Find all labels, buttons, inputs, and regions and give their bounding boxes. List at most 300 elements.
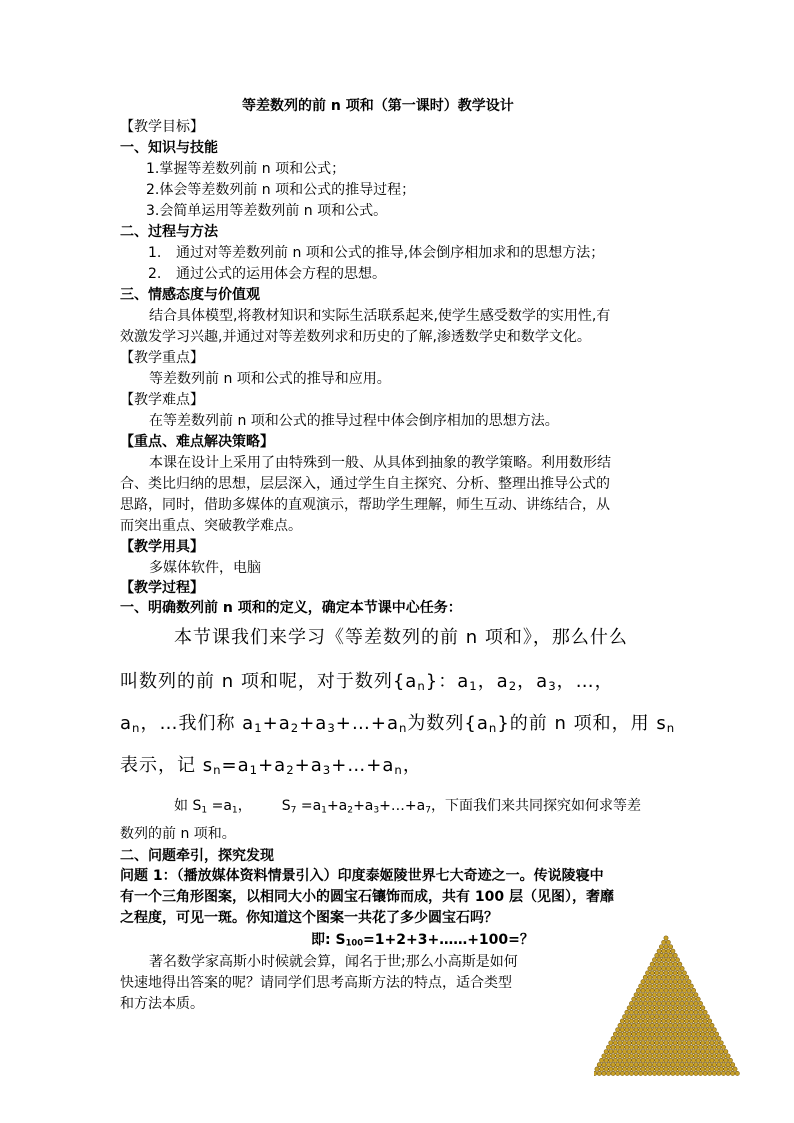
gem — [622, 1023, 626, 1027]
gem — [655, 1050, 659, 1054]
gem — [639, 993, 643, 997]
gem — [731, 1063, 735, 1067]
gem — [664, 1023, 668, 1027]
gem — [620, 1071, 624, 1075]
gem — [648, 975, 652, 979]
gem — [710, 1067, 714, 1071]
gem-triangle-figure — [594, 934, 744, 1094]
knowledge-heading: 一、知识与技能 — [120, 140, 218, 156]
gem — [643, 1054, 647, 1058]
gem — [721, 1045, 725, 1049]
gem — [689, 1063, 693, 1067]
gem — [611, 1036, 615, 1040]
gem — [703, 1019, 707, 1023]
gem — [712, 1036, 716, 1040]
gem — [694, 1010, 698, 1014]
gem — [691, 1041, 695, 1045]
gem — [680, 1010, 684, 1014]
gem — [668, 1006, 672, 1010]
gem — [719, 1041, 723, 1045]
gem — [636, 1015, 640, 1019]
gem — [648, 966, 652, 970]
gem — [625, 1063, 629, 1067]
gem — [645, 1058, 649, 1062]
gem — [666, 1071, 670, 1075]
gem — [652, 1019, 656, 1023]
gem — [664, 1006, 668, 1010]
gem — [662, 940, 666, 944]
gem — [652, 958, 656, 962]
gem — [655, 997, 659, 1001]
gem — [636, 1032, 640, 1036]
gem — [609, 1050, 613, 1054]
gem — [666, 1028, 670, 1032]
gem — [652, 1028, 656, 1032]
gem — [666, 984, 670, 988]
gem — [673, 1050, 677, 1054]
sum-formula: 即: $S_{100}=1+2+3+\dots\dots+100=$？ — [311, 932, 534, 948]
gem — [657, 993, 661, 997]
gem — [650, 971, 654, 975]
gem — [728, 1058, 732, 1062]
gem — [666, 958, 670, 962]
gem — [657, 1001, 661, 1005]
gem — [650, 997, 654, 1001]
gem — [648, 993, 652, 997]
gem — [666, 1036, 670, 1040]
gem — [657, 958, 661, 962]
gem — [629, 1028, 633, 1032]
process-main-heading: 【教学过程】 — [120, 580, 204, 596]
gem — [701, 1015, 705, 1019]
gem — [664, 953, 668, 957]
gem — [671, 958, 675, 962]
gem — [662, 1036, 666, 1040]
gem — [698, 1071, 702, 1075]
gem — [652, 966, 656, 970]
gem — [662, 1028, 666, 1032]
gem — [616, 1036, 620, 1040]
gem — [691, 1015, 695, 1019]
gem — [650, 988, 654, 992]
gem — [694, 1028, 698, 1032]
gem — [689, 1019, 693, 1023]
gem — [639, 1001, 643, 1005]
gem — [666, 1054, 670, 1058]
gem — [673, 997, 677, 1001]
gem — [714, 1067, 718, 1071]
gem — [620, 1063, 624, 1067]
gem — [645, 1050, 649, 1054]
gem — [680, 1045, 684, 1049]
gem — [643, 1010, 647, 1014]
gem — [659, 1032, 663, 1036]
gem — [689, 1036, 693, 1040]
gem — [710, 1058, 714, 1062]
gem — [609, 1058, 613, 1062]
key-text: 等差数列前 n 项和公式的推导和应用。 — [149, 371, 391, 387]
gem — [616, 1071, 620, 1075]
gem — [666, 1019, 670, 1023]
gem — [668, 1023, 672, 1027]
gem — [680, 1001, 684, 1005]
gem — [662, 949, 666, 953]
gem — [643, 1001, 647, 1005]
gem — [717, 1054, 721, 1058]
gem — [645, 1006, 649, 1010]
gem — [632, 1015, 636, 1019]
gem — [622, 1015, 626, 1019]
gem — [655, 1032, 659, 1036]
gem — [620, 1054, 624, 1058]
gem — [701, 1032, 705, 1036]
gem — [629, 1001, 633, 1005]
gem — [680, 993, 684, 997]
gem — [641, 997, 645, 1001]
gem — [705, 1041, 709, 1045]
gem — [620, 1028, 624, 1032]
gem — [664, 1015, 668, 1019]
gem — [685, 1028, 689, 1032]
gem — [618, 1041, 622, 1045]
gem — [680, 1028, 684, 1032]
gem — [719, 1067, 723, 1071]
gem — [733, 1067, 737, 1071]
gem — [629, 1019, 633, 1023]
gem — [705, 1015, 709, 1019]
gem — [668, 997, 672, 1001]
gem — [708, 1063, 712, 1067]
gem — [632, 1006, 636, 1010]
gem — [655, 1023, 659, 1027]
gem — [622, 1041, 626, 1045]
gem — [609, 1041, 613, 1045]
gem — [685, 1054, 689, 1058]
gem — [641, 1058, 645, 1062]
gem — [675, 1045, 679, 1049]
gem — [721, 1063, 725, 1067]
gem — [625, 1028, 629, 1032]
gem — [625, 1019, 629, 1023]
gem — [664, 936, 668, 940]
gem — [731, 1071, 735, 1075]
gem — [643, 1071, 647, 1075]
gem — [641, 988, 645, 992]
gem — [627, 1015, 631, 1019]
step1-line: 表示，记 $s_n=a_1+a_2+a_3+\dots+a_n$， — [120, 755, 422, 777]
gem — [625, 1010, 629, 1014]
gem — [639, 1028, 643, 1032]
key-heading: 【教学重点】 — [120, 350, 204, 366]
gem — [634, 1019, 638, 1023]
gem — [708, 1054, 712, 1058]
gem — [599, 1067, 603, 1071]
gem — [696, 1058, 700, 1062]
gem — [691, 1032, 695, 1036]
gem — [657, 1010, 661, 1014]
gem — [689, 1054, 693, 1058]
gem — [639, 1071, 643, 1075]
gem — [721, 1071, 725, 1075]
gem — [673, 980, 677, 984]
gem — [678, 997, 682, 1001]
gem — [682, 1006, 686, 1010]
gem — [687, 1041, 691, 1045]
gem — [666, 993, 670, 997]
gem — [726, 1054, 730, 1058]
gem — [675, 1054, 679, 1058]
gem — [662, 1063, 666, 1067]
gem — [648, 1001, 652, 1005]
gem — [687, 1032, 691, 1036]
gem — [659, 1006, 663, 1010]
gem — [611, 1045, 615, 1049]
gem — [701, 1023, 705, 1027]
gem — [687, 997, 691, 1001]
strategy-line: 思路，同时，借助多媒体的直观演示，帮助学生理解，师生互动、讲练结合，从 — [120, 497, 610, 513]
gem — [680, 1036, 684, 1040]
gem — [634, 1071, 638, 1075]
gem — [643, 993, 647, 997]
gem — [671, 993, 675, 997]
gem — [643, 1045, 647, 1049]
gem — [687, 1067, 691, 1071]
gem — [680, 966, 684, 970]
gem — [636, 1050, 640, 1054]
gem — [618, 1058, 622, 1062]
gem — [625, 1036, 629, 1040]
gem — [696, 1015, 700, 1019]
gem — [678, 980, 682, 984]
gem — [632, 1050, 636, 1054]
knowledge-item: 3.会简单运用等差数列前 n 项和公式。 — [146, 203, 388, 219]
strategy-line: 而突出重点、突破教学难点。 — [120, 518, 302, 534]
gem — [634, 1063, 638, 1067]
gem — [685, 984, 689, 988]
tools-heading: 【教学用具】 — [120, 539, 204, 555]
gem — [627, 1058, 631, 1062]
gem — [606, 1054, 610, 1058]
gem — [698, 1063, 702, 1067]
gem — [657, 1019, 661, 1023]
gem — [696, 1050, 700, 1054]
gem — [599, 1058, 603, 1062]
gem — [666, 949, 670, 953]
gem — [708, 1071, 712, 1075]
gem — [678, 1006, 682, 1010]
gem — [652, 993, 656, 997]
gem — [708, 1036, 712, 1040]
gem — [606, 1045, 610, 1049]
gem — [668, 962, 672, 966]
gem — [664, 1041, 668, 1045]
gem — [664, 971, 668, 975]
gem — [664, 980, 668, 984]
gem — [602, 1071, 606, 1075]
gem — [703, 1010, 707, 1014]
gem — [694, 1045, 698, 1049]
gem — [606, 1063, 610, 1067]
gem — [659, 971, 663, 975]
gem — [682, 971, 686, 975]
gem — [616, 1063, 620, 1067]
gem — [636, 988, 640, 992]
gem — [680, 975, 684, 979]
gem — [659, 1015, 663, 1019]
gem — [666, 1063, 670, 1067]
gem — [712, 1071, 716, 1075]
gem — [685, 975, 689, 979]
gem — [639, 1010, 643, 1014]
gem — [627, 1023, 631, 1027]
gem — [657, 984, 661, 988]
gem — [664, 997, 668, 1001]
gem — [636, 1041, 640, 1045]
gem — [648, 1019, 652, 1023]
gem — [680, 1071, 684, 1075]
gem — [710, 1032, 714, 1036]
gem — [708, 1028, 712, 1032]
gem — [691, 988, 695, 992]
tools-text: 多媒体软件，电脑 — [149, 560, 261, 576]
gem — [666, 1001, 670, 1005]
process-item-number: 1. — [148, 245, 162, 261]
gem — [673, 1006, 677, 1010]
gem — [652, 1054, 656, 1058]
gem — [604, 1067, 608, 1071]
gem — [717, 1071, 721, 1075]
gem — [705, 1032, 709, 1036]
gem — [594, 1071, 597, 1075]
gem — [705, 1067, 709, 1071]
gem — [634, 1028, 638, 1032]
gem — [675, 975, 679, 979]
gem — [673, 1023, 677, 1027]
gem — [710, 1050, 714, 1054]
gem — [691, 1058, 695, 1062]
gem — [705, 1058, 709, 1062]
gem — [643, 1019, 647, 1023]
gem — [735, 1071, 739, 1075]
attitude-heading: 三、情感态度与价值观 — [120, 287, 260, 303]
difficulty-text: 在等差数列前 n 项和公式的推导过程中体会倒序相加的思想方法。 — [149, 413, 559, 429]
gem — [632, 1058, 636, 1062]
gem — [668, 971, 672, 975]
gem — [675, 1001, 679, 1005]
gem — [659, 1041, 663, 1045]
gem — [639, 984, 643, 988]
gem — [726, 1071, 730, 1075]
gem — [659, 962, 663, 966]
gem — [634, 1010, 638, 1014]
gem — [666, 940, 670, 944]
gem — [657, 1036, 661, 1040]
gem — [657, 1054, 661, 1058]
gem — [659, 1023, 663, 1027]
gem — [721, 1054, 725, 1058]
process-item-text: 通过对等差数列前 n 项和公式的推导,体会倒序相加求和的思想方法； — [176, 245, 605, 261]
gem — [657, 975, 661, 979]
gem — [652, 1071, 656, 1075]
gem — [636, 1067, 640, 1071]
gem — [636, 1058, 640, 1062]
gem — [682, 1023, 686, 1027]
gem — [701, 1050, 705, 1054]
gem — [627, 1050, 631, 1054]
gem — [662, 958, 666, 962]
gem — [701, 1006, 705, 1010]
gem — [724, 1058, 728, 1062]
strategy-line: 本课在设计上采用了由特殊到一般、从具体到抽象的教学策略。利用数形结 — [149, 455, 611, 471]
gem — [671, 1028, 675, 1032]
gem — [668, 953, 672, 957]
gem — [629, 1045, 633, 1049]
page-title: 等差数列的前 n 项和（第一课时）教学设计 — [242, 98, 514, 114]
gem — [703, 1045, 707, 1049]
gem — [712, 1028, 716, 1032]
gem — [689, 1071, 693, 1075]
gem — [673, 988, 677, 992]
gem — [634, 993, 638, 997]
gem — [682, 1015, 686, 1019]
gem — [618, 1067, 622, 1071]
gauss-line: 著名数学家高斯小时候就会算，闻名于世;那么小高斯是如何 — [149, 954, 518, 970]
gem — [657, 949, 661, 953]
gem — [696, 997, 700, 1001]
gem — [710, 1041, 714, 1045]
gem — [680, 1019, 684, 1023]
gem — [632, 1067, 636, 1071]
gem — [682, 980, 686, 984]
gem — [650, 1067, 654, 1071]
gem — [682, 988, 686, 992]
gem — [639, 1019, 643, 1023]
gem — [687, 1006, 691, 1010]
gem — [664, 988, 668, 992]
gem — [664, 1067, 668, 1071]
gem — [685, 1010, 689, 1014]
gem — [664, 1032, 668, 1036]
gem — [698, 1054, 702, 1058]
gem — [629, 1054, 633, 1058]
gem — [685, 993, 689, 997]
gem — [671, 966, 675, 970]
gem — [689, 993, 693, 997]
gem — [671, 1001, 675, 1005]
gem — [696, 1023, 700, 1027]
gem — [655, 953, 659, 957]
gem — [645, 971, 649, 975]
gem — [678, 971, 682, 975]
gem — [685, 1063, 689, 1067]
gem — [655, 971, 659, 975]
gem — [611, 1063, 615, 1067]
gem — [636, 1023, 640, 1027]
gem — [680, 984, 684, 988]
gem — [668, 1015, 672, 1019]
gem — [664, 1050, 668, 1054]
gem — [712, 1045, 716, 1049]
example-line: 如 $S_1 =a_1$， $S_7$ $=a_1+a_2+a_3+\dots+a_7$，下面我们来共同探究如何求等差 — [174, 798, 642, 816]
gem — [657, 1045, 661, 1049]
gem — [652, 1001, 656, 1005]
gem — [689, 1045, 693, 1049]
gem — [673, 1041, 677, 1045]
gem — [645, 980, 649, 984]
gem — [620, 1045, 624, 1049]
gem — [673, 971, 677, 975]
gem — [620, 1036, 624, 1040]
